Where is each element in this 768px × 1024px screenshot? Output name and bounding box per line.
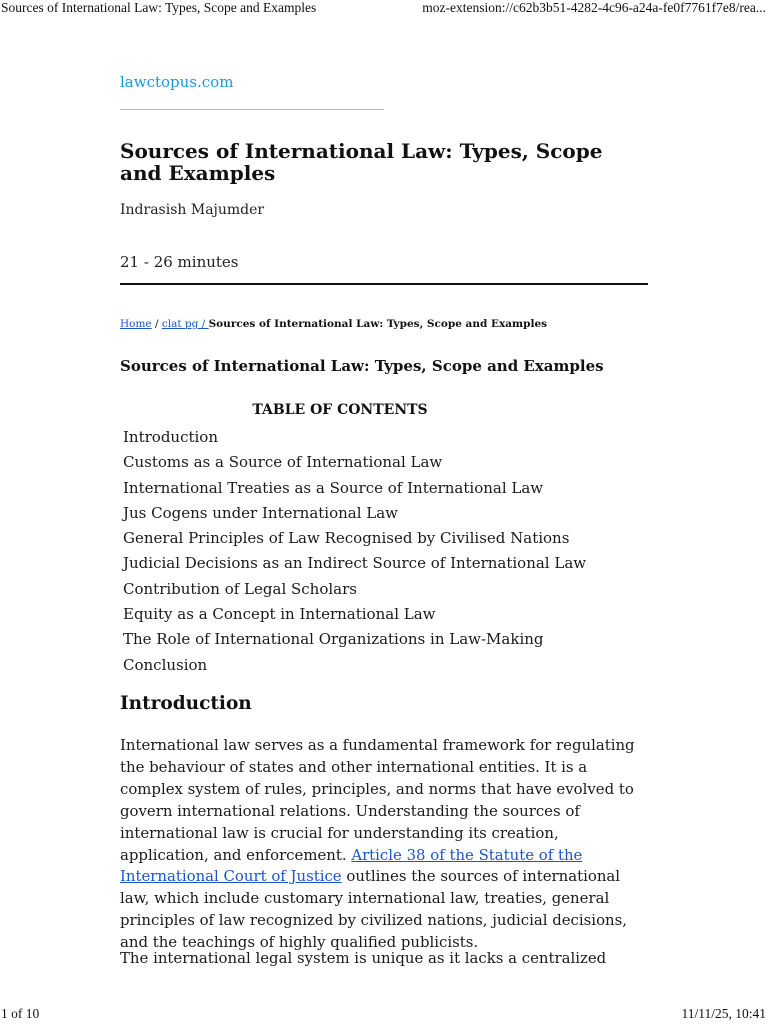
toc-item[interactable]: General Principles of Law Recognised by Civilised Nations xyxy=(123,529,570,548)
print-header-url: moz-extension://c62b3b51-4282-4c96-a24a-fe0f7761f7e8/rea... xyxy=(422,0,766,15)
toc-item[interactable]: International Treaties as a Source of International Law xyxy=(123,478,544,497)
meta-divider xyxy=(120,283,648,285)
print-header xyxy=(0,0,768,18)
toc-item[interactable]: Conclusion xyxy=(123,655,208,674)
breadcrumb-separator: / xyxy=(151,318,162,330)
second-paragraph: The international legal system is unique as it lacks a centralized xyxy=(120,949,607,967)
breadcrumb-separator-link[interactable]: / xyxy=(198,318,209,330)
breadcrumb-category-link[interactable]: clat pg xyxy=(161,318,199,330)
site-link[interactable]: lawctopus.com xyxy=(120,73,234,91)
toc-item[interactable]: Contribution of Legal Scholars xyxy=(123,579,357,598)
toc-item[interactable]: Equity as a Concept in International Law xyxy=(123,605,436,624)
toc-item[interactable]: Judicial Decisions as an Indirect Source of International Law xyxy=(123,554,587,573)
intro-paragraph xyxy=(120,735,650,954)
print-datetime: 11/11/25, 10:41 xyxy=(681,1006,766,1021)
article-title: Sources of International Law: Types, Scope and Examples xyxy=(120,139,603,185)
toc-heading: TABLE OF CONTENTS xyxy=(252,402,428,418)
intro-paragraph-text: International law serves as a fundamental framework for regulating the behaviour of states and other international entities. It is a complex system of rules, principles, and norms that have evolved to govern international relations. Understanding the sources of international law is crucial for understanding its creation, application, and enforcement. xyxy=(120,736,635,864)
page-number: 1 of 10 xyxy=(1,1006,40,1021)
section-heading-introduction: Introduction xyxy=(120,693,252,714)
article-heading: Sources of International Law: Types, Scope and Examples xyxy=(120,357,604,375)
reading-time: 21 - 26 minutes xyxy=(120,253,239,271)
breadcrumb-home-link[interactable]: Home xyxy=(120,318,152,330)
print-header-title: Sources of International Law: Types, Scope and Examples xyxy=(1,0,317,15)
article-38-link[interactable]: Article 38 of the Statute of the International Court of Justice xyxy=(120,845,583,886)
toc-item[interactable]: Introduction xyxy=(123,428,218,446)
print-footer xyxy=(0,1006,768,1024)
breadcrumb-current: Sources of International Law: Types, Scope and Examples xyxy=(208,318,548,330)
toc-item[interactable]: Jus Cogens under International Law xyxy=(123,503,399,522)
toc-item[interactable]: Customs as a Source of International Law xyxy=(123,453,443,472)
toc-list xyxy=(123,426,586,679)
article-author: Indrasish Majumder xyxy=(120,202,265,218)
toc-item[interactable]: The Role of International Organizations in Law-Making xyxy=(123,630,544,649)
intro-paragraph-continuation: outlines the sources of international law, which include customary international law, treaties, general principles of law recognized by civilized nations, judicial decisions, and the teachings of highly qualified publicists. xyxy=(120,867,627,952)
site-divider xyxy=(120,109,384,110)
breadcrumb xyxy=(120,318,547,330)
